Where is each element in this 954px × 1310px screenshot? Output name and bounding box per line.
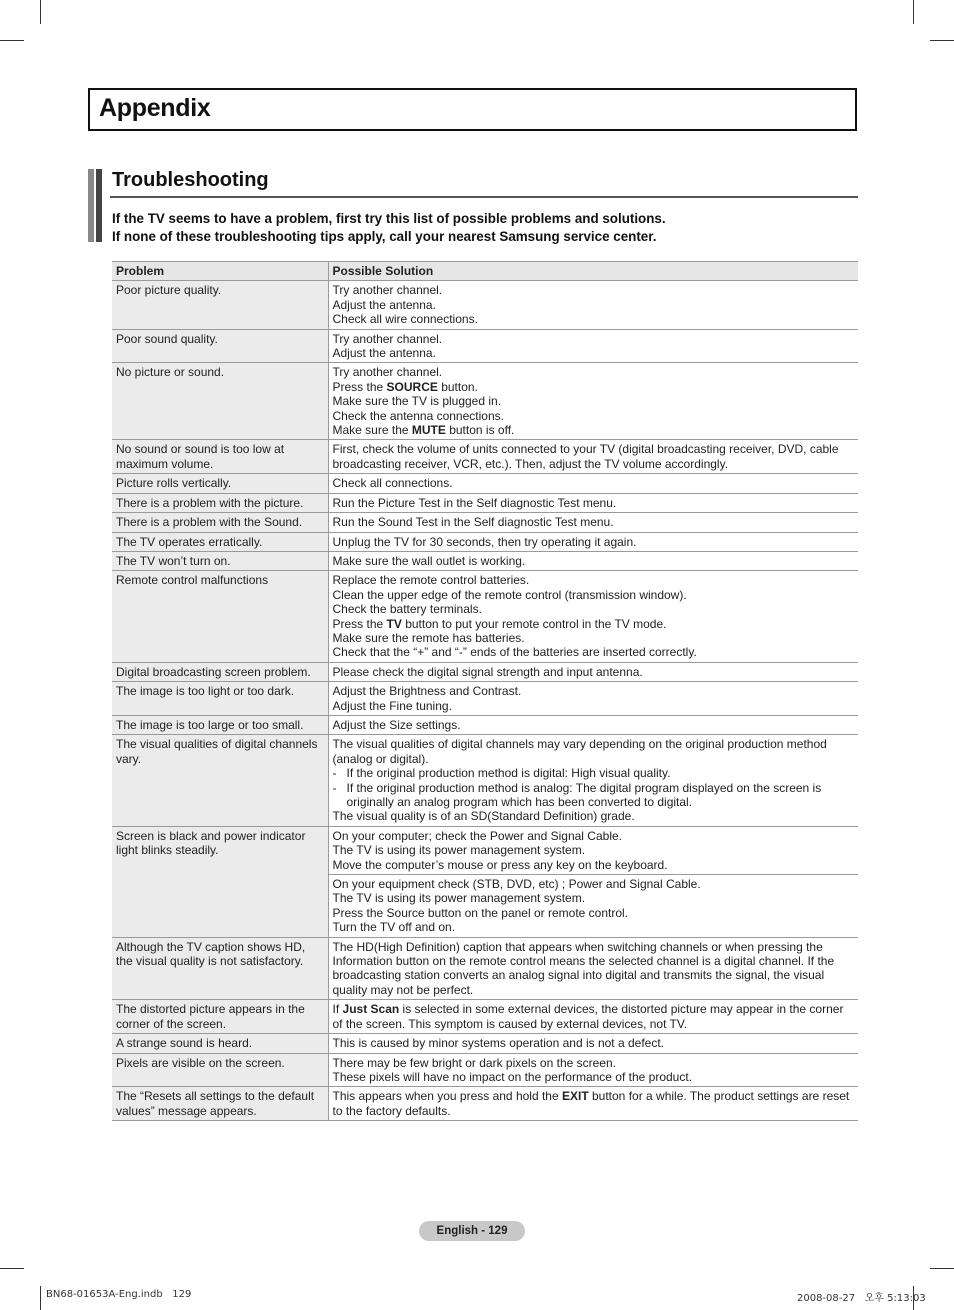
problem-cell: Screen is black and power indicator light blinks steadily. bbox=[112, 826, 328, 937]
solution-cell bbox=[328, 493, 858, 512]
table-row bbox=[112, 571, 858, 662]
print-timestamp: 2008-08-27 오후 5:13:03 bbox=[797, 1293, 926, 1304]
solution-cell bbox=[328, 281, 858, 329]
solution-cell bbox=[328, 440, 858, 474]
solution-line: There may be few bright or dark pixels on the screen. bbox=[332, 1055, 616, 1070]
problem-cell: Pixels are visible on the screen. bbox=[112, 1053, 328, 1087]
solution-line: Clean the upper edge of the remote control (transmission window). bbox=[332, 587, 687, 602]
solution-line: Replace the remote control batteries. bbox=[332, 573, 530, 588]
table-row bbox=[112, 551, 858, 570]
solution-line: - If the original production method is analog: The digital program displayed on the screen is originally an analog program which has been converted to digital. bbox=[332, 780, 822, 809]
crop-mark bbox=[930, 40, 954, 41]
solution-line: The TV is using its power management system. bbox=[332, 891, 586, 906]
crop-mark bbox=[40, 1286, 41, 1310]
table-row bbox=[112, 513, 858, 532]
solution-line: Adjust the antenna. bbox=[332, 346, 436, 361]
problem-cell: The image is too light or too dark. bbox=[112, 682, 328, 716]
solution-line: Try another channel. bbox=[332, 283, 443, 298]
solution-cell bbox=[328, 826, 858, 874]
table-row bbox=[112, 826, 858, 874]
solution-line: The TV is using its power management system. bbox=[332, 843, 586, 858]
problem-cell: The “Resets all settings to the default values” message appears. bbox=[112, 1087, 328, 1121]
table-row bbox=[112, 440, 858, 474]
solution-line: Adjust the Brightness and Contrast. bbox=[332, 684, 522, 699]
solution-line: This appears when you press and hold the EXIT button for a while. The product settings are reset to the factory defaults. bbox=[332, 1089, 850, 1118]
solution-line: The visual quality is of an SD(Standard Definition) grade. bbox=[332, 809, 635, 824]
section-intro bbox=[112, 210, 666, 245]
solution-line: - If the original production method is digital: High visual quality. bbox=[332, 766, 671, 781]
solution-cell bbox=[328, 532, 858, 551]
table-row bbox=[112, 937, 858, 1000]
solution-cell bbox=[328, 875, 858, 938]
solution-line: Run the Sound Test in the Self diagnostic Test menu. bbox=[332, 515, 614, 530]
problem-cell: Poor picture quality. bbox=[112, 281, 328, 329]
solution-cell bbox=[328, 1087, 858, 1121]
solution-cell bbox=[328, 363, 858, 440]
solution-line: These pixels will have no impact on the performance of the product. bbox=[332, 1069, 693, 1084]
problem-cell: There is a problem with the picture. bbox=[112, 493, 328, 512]
table-row bbox=[112, 1000, 858, 1034]
section-accent-bar bbox=[88, 169, 94, 242]
problem-cell: The TV operates erratically. bbox=[112, 532, 328, 551]
solution-cell bbox=[328, 551, 858, 570]
section-title: Troubleshooting bbox=[112, 169, 269, 191]
solution-cell bbox=[328, 571, 858, 662]
solution-line: Press the TV button to put your remote control in the TV mode. bbox=[332, 616, 667, 631]
solution-line: Check the battery terminals. bbox=[332, 602, 482, 617]
solution-line: Make sure the TV is plugged in. bbox=[332, 394, 502, 409]
solution-line: Check all wire connections. bbox=[332, 312, 478, 327]
problem-cell: Poor sound quality. bbox=[112, 329, 328, 363]
solution-line: Try another channel. bbox=[332, 365, 443, 380]
solution-cell bbox=[328, 1000, 858, 1034]
solution-line: Check all connections. bbox=[332, 476, 453, 491]
solution-line: Adjust the Fine tuning. bbox=[332, 698, 452, 713]
solution-cell bbox=[328, 1053, 858, 1087]
solution-cell bbox=[328, 735, 858, 826]
solution-line: Make sure the MUTE button is off. bbox=[332, 423, 515, 438]
problem-cell: The distorted picture appears in the corner of the screen. bbox=[112, 1000, 328, 1034]
crop-mark bbox=[913, 0, 914, 24]
solution-line: Check that the “+” and “-” ends of the batteries are inserted correctly. bbox=[332, 645, 697, 660]
solution-cell bbox=[328, 474, 858, 493]
solution-line: Press the SOURCE button. bbox=[332, 379, 478, 394]
solution-line: The visual qualities of digital channels may vary depending on the original production method (analog or digital). bbox=[332, 737, 827, 766]
crop-mark bbox=[0, 40, 24, 41]
solution-cell bbox=[328, 1034, 858, 1053]
table-row bbox=[112, 281, 858, 329]
solution-cell bbox=[328, 513, 858, 532]
solution-line: On your equipment check (STB, DVD, etc) ; Power and Signal Cable. bbox=[332, 877, 701, 892]
table-row bbox=[112, 1053, 858, 1087]
table-row bbox=[112, 682, 858, 716]
problem-cell: Picture rolls vertically. bbox=[112, 474, 328, 493]
table-row bbox=[112, 662, 858, 681]
solution-line: Make sure the remote has batteries. bbox=[332, 630, 525, 645]
table-row bbox=[112, 493, 858, 512]
intro-line: If the TV seems to have a problem, first try this list of possible problems and solutions. bbox=[112, 211, 666, 226]
solution-line: Turn the TV off and on. bbox=[332, 920, 456, 935]
problem-cell: The visual qualities of digital channels vary. bbox=[112, 735, 328, 826]
table-row bbox=[112, 715, 858, 734]
troubleshooting-table bbox=[112, 261, 858, 1121]
solution-line: Press the Source button on the panel or remote control. bbox=[332, 905, 629, 920]
table-row bbox=[112, 329, 858, 363]
solution-cell bbox=[328, 715, 858, 734]
crop-mark bbox=[930, 1268, 954, 1269]
chapter-title: Appendix bbox=[99, 94, 211, 122]
solution-line: Unplug the TV for 30 seconds, then try operating it again. bbox=[332, 534, 637, 549]
solution-line: First, check the volume of units connected to your TV (digital broadcasting receiver, DVD, cable broadcasting receiver, VCR, etc.). Then, adjust the TV volume accordingly. bbox=[332, 442, 839, 471]
file-info: BN68-01653A-Eng.indb 129 bbox=[46, 1289, 192, 1300]
problem-cell: Digital broadcasting screen problem. bbox=[112, 662, 328, 681]
solution-line: Adjust the antenna. bbox=[332, 297, 436, 312]
table-row bbox=[112, 532, 858, 551]
solution-line: Move the computer’s mouse or press any key on the keyboard. bbox=[332, 857, 668, 872]
table-row bbox=[112, 735, 858, 826]
header-solution: Possible Solution bbox=[328, 262, 858, 281]
solution-line: Try another channel. bbox=[332, 331, 443, 346]
table-row bbox=[112, 1034, 858, 1053]
solution-line: Please check the digital signal strength and input antenna. bbox=[332, 664, 643, 679]
problem-cell: A strange sound is heard. bbox=[112, 1034, 328, 1053]
solution-line: Run the Picture Test in the Self diagnostic Test menu. bbox=[332, 495, 617, 510]
problem-cell: No picture or sound. bbox=[112, 363, 328, 440]
solution-line: Check the antenna connections. bbox=[332, 408, 504, 423]
table-row bbox=[112, 363, 858, 440]
problem-cell: Remote control malfunctions bbox=[112, 571, 328, 662]
solution-cell bbox=[328, 662, 858, 681]
crop-mark bbox=[0, 1268, 24, 1269]
solution-line: On your computer; check the Power and Signal Cable. bbox=[332, 828, 622, 843]
table-header-row bbox=[112, 262, 858, 281]
solution-line: The HD(High Definition) caption that appears when switching channels or when pressing the Information button on the remote control means the selected channel is a digital channel. If the broadcasting station converts an analog signal into digital and transmits the signal, the visual quality may not be perfect. bbox=[332, 939, 835, 997]
solution-line: If Just Scan is selected in some external devices, the distorted picture may appear in the corner of the screen. This symptom is caused by external devices, not TV. bbox=[332, 1002, 844, 1031]
solution-cell bbox=[328, 329, 858, 363]
solution-cell bbox=[328, 682, 858, 716]
crop-mark bbox=[40, 0, 41, 24]
solution-line: This is caused by minor systems operation and is not a defect. bbox=[332, 1036, 664, 1051]
table-body bbox=[112, 281, 858, 1121]
intro-line: If none of these troubleshooting tips apply, call your nearest Samsung service center. bbox=[112, 228, 657, 244]
problem-cell: Although the TV caption shows HD, the visual quality is not satisfactory. bbox=[112, 937, 328, 1000]
problem-cell: The image is too large or too small. bbox=[112, 715, 328, 734]
table-row bbox=[112, 1087, 858, 1121]
page-number-badge: English - 129 bbox=[419, 1221, 525, 1241]
problem-cell: There is a problem with the Sound. bbox=[112, 513, 328, 532]
problem-cell: The TV won’t turn on. bbox=[112, 551, 328, 570]
table-row bbox=[112, 474, 858, 493]
section-accent-bar bbox=[96, 169, 102, 242]
solution-line: Adjust the Size settings. bbox=[332, 717, 461, 732]
problem-cell: No sound or sound is too low at maximum volume. bbox=[112, 440, 328, 474]
solution-line: Make sure the wall outlet is working. bbox=[332, 553, 526, 568]
solution-cell bbox=[328, 937, 858, 1000]
section-divider bbox=[110, 196, 858, 198]
header-problem: Problem bbox=[112, 262, 328, 281]
chapter-header bbox=[88, 88, 857, 131]
